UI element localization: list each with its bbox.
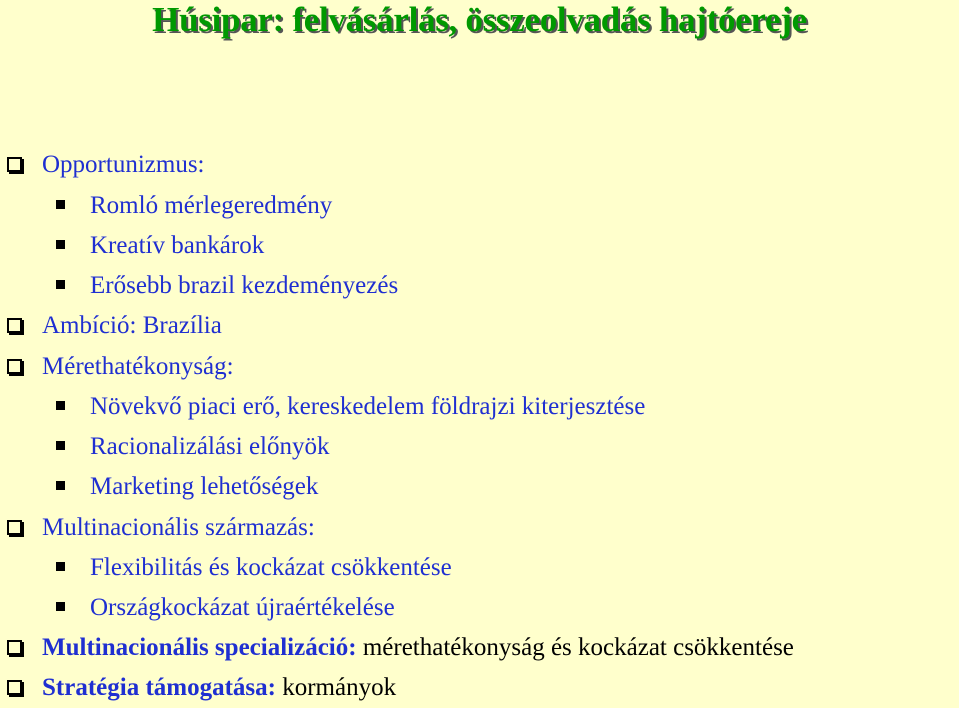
bullet-heading: Ambíció:	[42, 312, 137, 339]
sub-bullet-text: Erősebb brazil kezdeményezés	[90, 272, 399, 299]
sub-bullet-text: Racionalizálási előnyök	[90, 433, 330, 460]
checkbox-bullet-icon	[7, 157, 22, 172]
checkbox-bullet-icon	[7, 640, 22, 655]
sub-bullet	[56, 432, 330, 462]
sub-bullet-text: Marketing lehetőségek	[90, 473, 319, 500]
sub-bullet	[56, 472, 318, 502]
bullet-rest: kormányok	[275, 674, 397, 701]
square-bullet-icon	[56, 280, 65, 289]
bullet-ambicio	[0, 311, 222, 341]
square-bullet-icon	[56, 562, 65, 571]
bullet-heading: Multinacionális származás:	[42, 514, 315, 541]
sub-bullet	[56, 231, 264, 261]
square-bullet-icon	[56, 401, 65, 410]
bullet-heading: Mérethatékonyság:	[42, 353, 234, 380]
square-bullet-icon	[56, 602, 65, 611]
bullet-opportunizmus	[0, 150, 205, 180]
square-bullet-icon	[56, 481, 65, 490]
sub-bullet	[56, 271, 398, 301]
sub-bullet	[56, 191, 332, 221]
checkbox-bullet-icon	[7, 680, 22, 695]
bullet-heading: Stratégia támogatása:	[42, 674, 276, 701]
bullet-multinacionalis-specializacio	[0, 633, 794, 663]
sub-bullet	[56, 553, 452, 583]
bullet-rest: Brazília	[136, 312, 222, 339]
sub-bullet	[56, 392, 645, 422]
sub-bullet-text: Flexibilitás és kockázat csökkentése	[90, 554, 452, 581]
square-bullet-icon	[56, 240, 65, 249]
bullet-heading: Multinacionális specializáció:	[42, 634, 357, 661]
square-bullet-icon	[56, 200, 65, 209]
square-bullet-icon	[56, 441, 65, 450]
sub-bullet-text: Kreatív bankárok	[90, 232, 265, 259]
checkbox-bullet-icon	[7, 520, 22, 535]
checkbox-bullet-icon	[7, 318, 22, 333]
bullet-rest: mérethatékonyság és kockázat csökkentése	[356, 634, 794, 661]
sub-bullet	[56, 593, 395, 623]
checkbox-bullet-icon	[7, 359, 22, 374]
slide-title: Húsipar: felvásárlás, összeolvadás hajtóereje	[152, 0, 807, 39]
bullet-heading: Opportunizmus:	[42, 151, 205, 178]
bullet-strategia-tamogatasa	[0, 673, 396, 703]
bullet-multinacionalis-szarmazas	[0, 513, 315, 543]
bullet-merethatekonysag	[0, 352, 234, 382]
sub-bullet-text: Országkockázat újraértékelése	[90, 594, 395, 621]
sub-bullet-text: Romló mérlegeredmény	[90, 192, 333, 219]
sub-bullet-text: Növekvő piaci erő, kereskedelem földrajzi kiterjesztése	[90, 393, 646, 420]
